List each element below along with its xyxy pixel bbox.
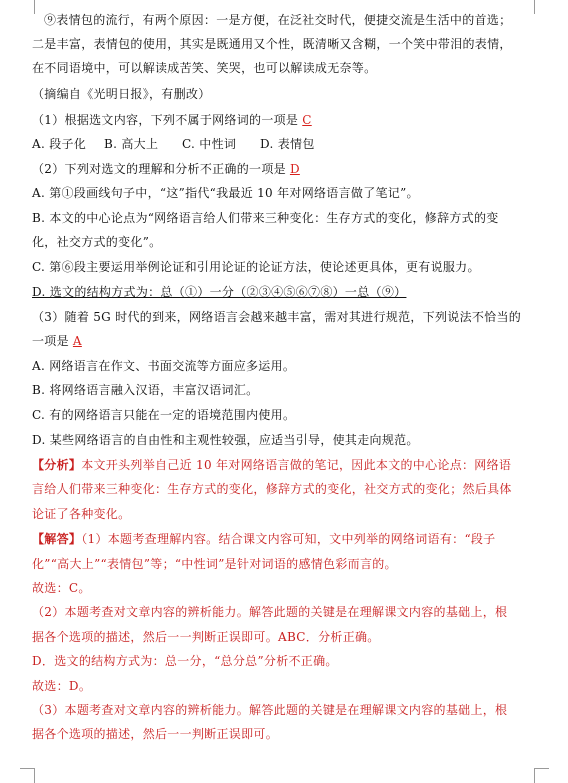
q3-stem-line-2 — [32, 329, 537, 353]
solution-s2-choice: 故选：D。 — [32, 679, 92, 693]
q3-stem-line-1: （3）随着 5G 时代的到来，网络语言会越来越丰富，需对其进行规范，下列说法不恰当的 — [32, 310, 522, 324]
q2-option-a: A. 第①段画线句子中，“这”指代“我最近 10 年对网络语言做了笔记”。 — [32, 186, 419, 200]
q3-option-a: A. 网络语言在作文、书面交流等方面应多运用。 — [32, 359, 296, 373]
analysis-line-1 — [32, 453, 537, 477]
passage-line-2: 二是丰富，表情包的使用，其实是既通用又个性，既清晰又含糊，一个笑中带泪的表情， — [32, 37, 512, 51]
solution-s1-text-1: （1）本题考查理解内容。结合课文内容可知，文中列举的网络词语有：“段子 — [81, 532, 496, 546]
q1-option-c: C. 中性词 — [182, 137, 237, 151]
solution-s3-line-1: （3）本题考查对文章内容的辨析能力。解答此题的关键是在理解课文内容的基础上，根 — [32, 703, 508, 717]
q1-option-d: D. 表情包 — [260, 137, 315, 151]
q3-answer: A — [72, 334, 82, 348]
crop-mark-bottom-left-h — [20, 768, 34, 769]
q1-option-b: B. 高大上 — [104, 137, 159, 151]
solution-s3-line-2: 据各个选项的描述，然后一一判断正误即可。 — [32, 727, 279, 741]
analysis-line-3: 论证了各种变化。 — [32, 507, 131, 521]
solution-s2-line-3: D．选文的结构方式为：总一分，“总分总”分析不正确。 — [32, 654, 338, 668]
crop-mark-bottom-left-v — [34, 768, 35, 783]
analysis-line-2: 言给人们带来三种变化：生存方式的变化，修辞方式的变化，社交方式的变化；然后具体 — [32, 482, 512, 496]
q1-options — [32, 132, 537, 156]
solution-line-1 — [32, 527, 537, 551]
q3-option-c: C. 有的网络语言只能在一定的语境范围内使用。 — [32, 408, 296, 422]
analysis-text-1: 本文开头列举自己近 10 年对网络语言做的笔记，因此本文的中心论点：网络语 — [81, 458, 512, 472]
passage-line-3: 在不同语境中，可以解读成苦笑、笑哭，也可以解读成无奈等。 — [32, 61, 377, 75]
crop-mark-bottom-right-h — [535, 768, 549, 769]
passage-line-1: ⑨表情包的流行，有两个原因：一是方便，在泛社交时代，便捷交流是生活中的首选； — [44, 13, 512, 27]
q1-option-a: A. 段子化 — [32, 137, 87, 151]
q2-option-c: C. 第⑥段主要运用举例论证和引用论证的论证方法，使论述更具体，更有说服力。 — [32, 260, 480, 274]
q3-stem-text: 一项是 — [32, 334, 69, 348]
crop-mark-bottom-right-v — [534, 768, 535, 783]
solution-s1-line-2: 化”“高大上”“表情包”等；“中性词”是针对词语的感情色彩而言的。 — [32, 557, 397, 571]
q2-option-b-line-2: 化，社交方式的变化”。 — [32, 235, 162, 249]
solution-s1-choice: 故选：C。 — [32, 581, 91, 595]
analysis-tag: 【分析】 — [32, 458, 82, 472]
crop-mark-top-left — [34, 0, 35, 14]
q3-option-d: D. 某些网络语言的自由性和主观性较强，应适当引导，使其走向规范。 — [32, 433, 419, 447]
q2-option-b-line-1: B. 本文的中心论点为“网络语言给人们带来三种变化：生存方式的变化，修辞方式的变 — [32, 211, 499, 225]
q1-stem-text: （1）根据选文内容，下列不属于网络词的一项是 — [32, 113, 299, 127]
q2-stem — [32, 157, 537, 181]
q2-option-d-text: D. 选文的结构方式为：总（①）一分（②③④⑤⑥⑦⑧）一总（⑨） — [32, 285, 407, 299]
passage-source: （摘编自《光明日报》，有删改） — [32, 87, 211, 101]
q3-option-b: B. 将网络语言融入汉语，丰富汉语词汇。 — [32, 383, 259, 397]
solution-tag: 【解答】 — [32, 532, 82, 546]
q2-answer: D — [289, 162, 300, 176]
solution-s2-line-1: （2）本题考查对文章内容的辨析能力。解答此题的关键是在理解课文内容的基础上，根 — [32, 605, 508, 619]
q1-answer: C — [302, 113, 312, 127]
q1-stem — [32, 108, 537, 132]
q2-option-d — [32, 280, 537, 304]
solution-s2-line-2: 据各个选项的描述，然后一一判断正误即可。ABC．分析正确。 — [32, 630, 380, 644]
q2-stem-text: （2）下列对选文的理解和分析不正确的一项是 — [32, 162, 286, 176]
